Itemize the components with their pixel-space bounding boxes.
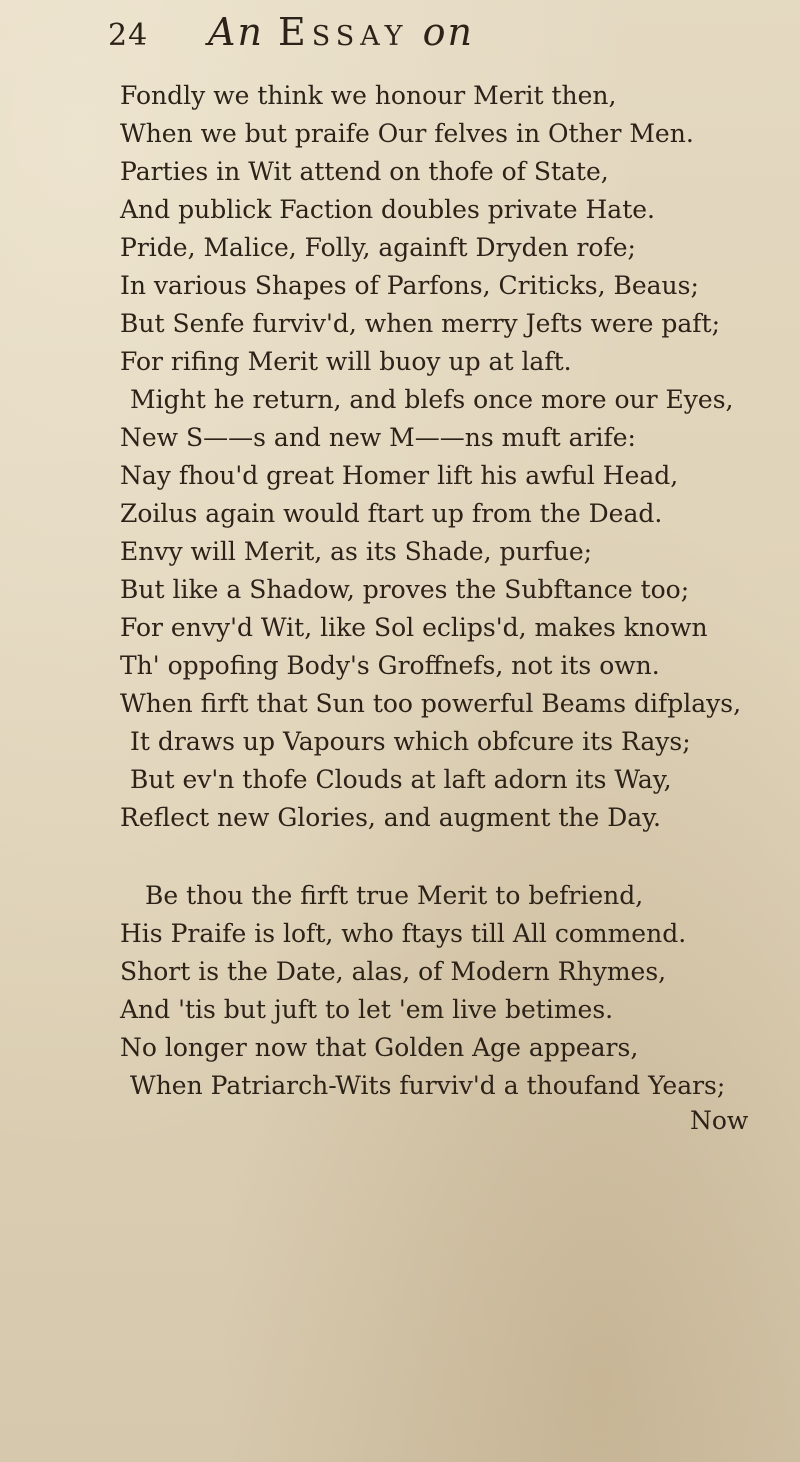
title-word-essay: Essay (278, 10, 409, 54)
verse-line: Parties in Wit attend on thofe of State, (120, 157, 609, 186)
verse-line: Pride, Malice, Folly, againft Dryden rofe; (120, 233, 636, 262)
verse-line: But Senfe furviv'd, when merry Jefts were paft; (120, 309, 721, 338)
running-title (208, 10, 474, 54)
verse-line: His Praife is loft, who ftays till All commend. (120, 919, 687, 948)
running-head (108, 10, 728, 60)
verse-line: And 'tis but juft to let 'em live betimes. (120, 995, 614, 1024)
verse-line: New S——s and new M——ns muft arife: (120, 423, 636, 452)
verse-line: Might he return, and blefs once more our Eyes, (130, 385, 734, 414)
verse-line: No longer now that Golden Age appears, (120, 1033, 639, 1062)
verse-line: Be thou the firft true Merit to befriend, (145, 881, 644, 910)
verse-line: When we but praife Our felves in Other Men. (120, 119, 694, 148)
catchword: Now (690, 1106, 749, 1135)
verse-line: Th' oppofing Body's Groffnefs, not its own. (120, 651, 660, 680)
verse-line: For envy'd Wit, like Sol eclips'd, makes known (120, 613, 708, 642)
title-word-an: An (208, 10, 264, 54)
verse-line: Nay fhou'd great Homer lift his awful Head, (120, 461, 679, 490)
page-number: 24 (108, 18, 149, 53)
title-word-on: on (422, 10, 474, 54)
verse-line: In various Shapes of Parfons, Criticks, Beaus; (120, 271, 699, 300)
verse-line: For rifing Merit will buoy up at laft. (120, 347, 572, 376)
verse-line: Short is the Date, alas, of Modern Rhymes, (120, 957, 667, 986)
verse-line: Reflect new Glories, and augment the Day. (120, 803, 661, 832)
verse-line: Envy will Merit, as its Shade, purfue; (120, 537, 593, 566)
verse-line: Zoilus again would ftart up from the Dead. (120, 499, 663, 528)
verse-line: Fondly we think we honour Merit then, (120, 81, 617, 110)
verse-line: When firft that Sun too powerful Beams difplays, (120, 689, 742, 718)
verse-line: But like a Shadow, proves the Subftance too; (120, 575, 690, 604)
verse-line: And publick Faction doubles private Hate. (120, 195, 655, 224)
verse-line: When Patriarch-Wits furviv'd a thoufand Years; (130, 1071, 726, 1100)
verse-line: But ev'n thofe Clouds at laft adorn its Way, (130, 765, 672, 794)
verse-line: It draws up Vapours which obfcure its Rays; (130, 727, 691, 756)
